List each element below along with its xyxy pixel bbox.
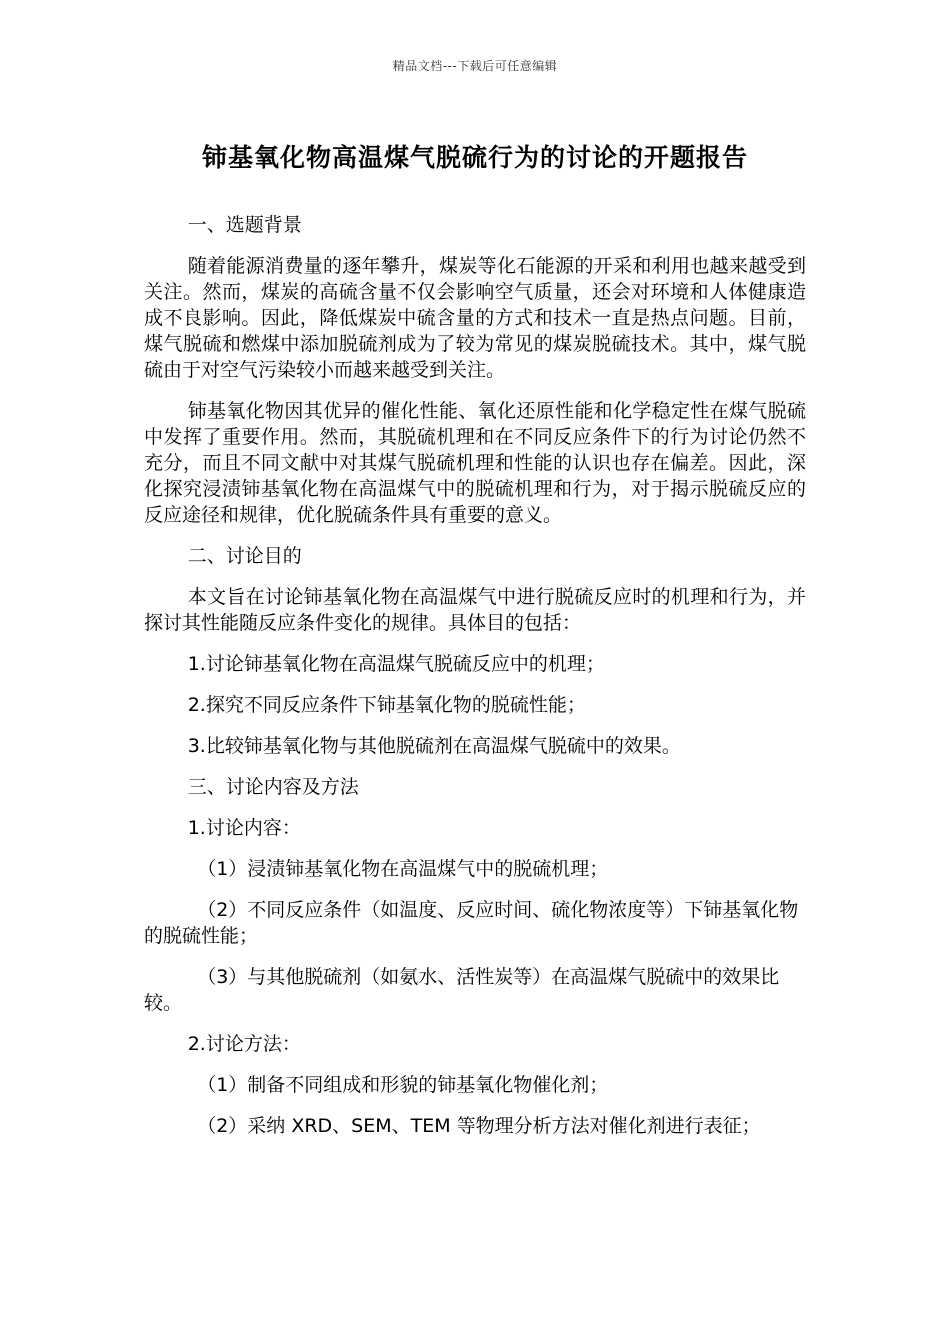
list-item-purpose-3: 3.比较铈基氧化物与其他脱硫剂在高温煤气脱硫中的效果。 [187, 735, 681, 757]
list-item-method-1: （1）制备不同组成和形貌的铈基氧化物催化剂； [197, 1074, 609, 1096]
document-body [144, 212, 806, 1154]
list-item-content-2: （2）不同反应条件（如温度、反应时间、硫化物浓度等）下铈基氧化物的脱硫性能； [144, 899, 799, 947]
list-item-method-2: （2）采纳 XRD、SEM、TEM 等物理分析方法对催化剂进行表征； [197, 1115, 761, 1137]
paragraph-background-1: 随着能源消费量的逐年攀升，煤炭等化石能源的开采和利用也越来越受到关注。然而，煤炭的高硫含量不仅会影响空气质量，还会对环境和人体健康造成不良影响。因此，降低煤炭中硫含量的方式和技术一直是热点问题。目前，煤气脱硫和燃煤中添加脱硫剂成为了较为常见的煤炭脱硫技术。其中，煤气脱硫由于对空气污染较小而越来越受到关注。 [144, 255, 806, 381]
list-item-purpose-2: 2.探究不同反应条件下铈基氧化物的脱硫性能； [187, 694, 586, 716]
subheading-method: 2.讨论方法： [187, 1033, 301, 1055]
header-note: 精品文档---下载后可任意编辑 [392, 59, 558, 73]
list-item-purpose-1: 1.讨论铈基氧化物在高温煤气脱硫反应中的机理； [187, 653, 605, 675]
paragraph-background-2: 铈基氧化物因其优异的催化性能、氧化还原性能和化学稳定性在煤气脱硫中发挥了重要作用。然而，其脱硫机理和在不同反应条件下的行为讨论仍然不充分，而且不同文献中对其煤气脱硫机理和性能的认识也存在偏差。因此，深化探究浸渍铈基氧化物在高温煤气中的脱硫机理和行为，对于揭示脱硫反应的反应途径和规律，优化脱硫条件具有重要的意义。 [144, 400, 806, 526]
subheading-content: 1.讨论内容： [187, 817, 301, 839]
section-heading-background: 一、选题背景 [187, 214, 302, 236]
document-title: 铈基氧化物高温煤气脱硫行为的讨论的开题报告 [201, 143, 748, 172]
section-heading-content-method: 三、讨论内容及方法 [187, 776, 359, 798]
list-item-content-3: （3）与其他脱硫剂（如氨水、活性炭等）在高温煤气脱硫中的效果比较。 [144, 966, 780, 1014]
paragraph-purpose: 本文旨在讨论铈基氧化物在高温煤气中进行脱硫反应时的机理和行为，并探讨其性能随反应条件变化的规律。具体目的包括： [144, 586, 806, 634]
list-item-content-1: （1）浸渍铈基氧化物在高温煤气中的脱硫机理； [197, 858, 609, 880]
section-heading-purpose: 二、讨论目的 [187, 545, 302, 567]
